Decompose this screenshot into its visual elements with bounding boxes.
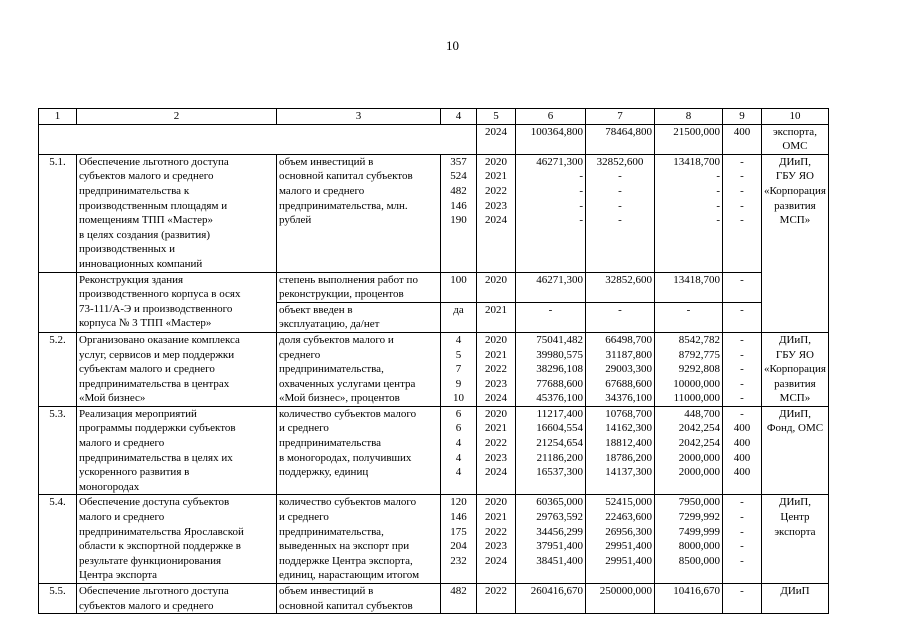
col7-cell: 78464,800 [586,124,655,154]
total-cell: 60365,000 29763,592 34456,299 37951,400 38451,400 [516,495,586,584]
col9-cell: - - - - - [723,495,762,584]
header-cell-4: 4 [441,109,477,125]
header-row [39,109,829,125]
indicator-value-cell: 482 [441,584,477,614]
col9-cell: - [723,272,762,302]
year-cell: 2020 2021 2022 2023 2024 [477,154,516,272]
indicator-value-cell: 4 5 7 9 10 [441,332,477,406]
continuation-blank-cell [39,124,477,154]
total-cell: - [516,302,586,332]
col9-cell: - - - - - [723,154,762,272]
table-row [39,332,829,406]
executor-cell: ДИиП [762,584,829,614]
col7-cell: 32852,600 [586,272,655,302]
measure-name-cell: Реализация мероприятий программы поддержки субъектов малого и среднего предпринимательства в целях их ускоренного развития в моногородах [77,406,277,495]
indicator-cell: доля субъектов малого и среднего предпринимательства, охваченных услугами центра «Мой бизнес», процентов [277,332,441,406]
col8-cell: 21500,000 [655,124,723,154]
measure-name-cell: Организовано оказание комплекса услуг, сервисов и мер поддержки субъектам малого и среднего предпринимательства в центрах «Мой бизнес» [77,332,277,406]
total-cell: 11217,400 16604,554 21254,654 21186,200 16537,300 [516,406,586,495]
indicator-cell: объект введен в эксплуатацию, да/нет [277,302,441,332]
indicator-cell: количество субъектов малого и среднего предпринимательства в моногородах, получивших поддержку, единиц [277,406,441,495]
header-cell-1: 1 [39,109,77,125]
header-cell-2: 2 [77,109,277,125]
table-row [39,584,829,614]
col9-cell: - [723,584,762,614]
measure-name-cell: Обеспечение доступа субъектов малого и среднего предпринимательства Ярославской области к экспортной поддержке в результате функционирования Центра экспорта [77,495,277,584]
year-cell: 2020 [477,272,516,302]
measure-name-cell: Реконструкция здания производственного корпуса в осях 73-111/А-Э и производственного корпуса № 3 ТПП «Мастер» [77,272,277,332]
continuation-row [39,124,829,154]
measure-name-cell: Обеспечение льготного доступа субъектов малого и среднего [77,584,277,614]
executor-cell: экспорта, ОМС [762,124,829,154]
header-cell-3: 3 [277,109,441,125]
indicator-value-cell: 6 6 4 4 4 [441,406,477,495]
year-cell: 2020 2021 2022 2023 2024 [477,332,516,406]
indicator-cell: количество субъектов малого и среднего предпринимательства, выведенных на экспорт при поддержке Центра экспорта, единиц, нарастающим итогом [277,495,441,584]
row-number-cell: 5.4. [39,495,77,584]
executor-cell: ДИиП, ГБУ ЯО «Корпорация развития МСП» [762,332,829,406]
page-number: 10 [446,38,459,53]
col7-cell: 10768,700 14162,300 18812,400 18786,200 14137,300 [586,406,655,495]
row-number-cell: 5.5. [39,584,77,614]
table-row [39,272,829,302]
year-cell: 2020 2021 2022 2023 2024 [477,495,516,584]
executor-cell: ДИиП, Фонд, ОМС [762,406,829,495]
indicator-value-cell: 100 [441,272,477,302]
year-cell: 2021 [477,302,516,332]
header-cell-9: 9 [723,109,762,125]
total-cell: 46271,300 - - - - [516,154,586,272]
year-cell: 2020 2021 2022 2023 2024 [477,406,516,495]
indicator-cell: объем инвестиций в основной капитал субъектов [277,584,441,614]
total-cell: 260416,670 [516,584,586,614]
col7-cell: 250000,000 [586,584,655,614]
col9-cell: - - - - - [723,332,762,406]
indicator-value-cell: 357 524 482 146 190 [441,154,477,272]
total-cell: 46271,300 [516,272,586,302]
total-cell: 100364,800 [516,124,586,154]
col8-cell: 8542,782 8792,775 9292,808 10000,000 11000,000 [655,332,723,406]
table-row [39,495,829,584]
col7-cell: - [586,302,655,332]
col9-cell: - 400 400 400 400 [723,406,762,495]
col8-cell: 10416,670 [655,584,723,614]
program-table [38,108,829,614]
year-cell: 2022 [477,584,516,614]
table-row [39,154,829,272]
col8-cell: 7950,000 7299,992 7499,999 8000,000 8500,000 [655,495,723,584]
col8-cell: 13418,700 [655,272,723,302]
col7-cell: 32852,600 - - - - [586,154,655,272]
col8-cell: 448,700 2042,254 2042,254 2000,000 2000,000 [655,406,723,495]
header-cell-6: 6 [516,109,586,125]
col9-cell: 400 [723,124,762,154]
col9-cell: - [723,302,762,332]
col8-cell: - [655,302,723,332]
header-cell-7: 7 [586,109,655,125]
indicator-value-cell: 120 146 175 204 232 [441,495,477,584]
col8-cell: 13418,700 - - - - [655,154,723,272]
row-number-cell: 5.1. [39,154,77,272]
header-cell-10: 10 [762,109,829,125]
col7-cell: 52415,000 22463,600 26956,300 29951,400 29951,400 [586,495,655,584]
executor-cell: ДИиП, Центр экспорта [762,495,829,584]
indicator-cell: степень выполнения работ по реконструкции, процентов [277,272,441,302]
total-cell: 75041,482 39980,575 38296,108 77688,600 45376,100 [516,332,586,406]
measure-name-cell: Обеспечение льготного доступа субъектов малого и среднего предпринимательства к производственным площадям и помещениям ТПП «Мастер» в целях создания (развития) производственных и инновационных компаний [77,154,277,272]
row-number-cell: 5.2. [39,332,77,406]
table-row [39,406,829,495]
col7-cell: 66498,700 31187,800 29003,300 67688,600 34376,100 [586,332,655,406]
row-number-cell: 5.3. [39,406,77,495]
row-number-cell [39,272,77,332]
indicator-value-cell: да [441,302,477,332]
indicator-cell: объем инвестиций в основной капитал субъектов малого и среднего предпринимательства, млн. рублей [277,154,441,272]
executor-cell: ДИиП, ГБУ ЯО «Корпорация развития МСП» [762,154,829,332]
header-cell-5: 5 [477,109,516,125]
header-cell-8: 8 [655,109,723,125]
year-cell: 2024 [477,124,516,154]
